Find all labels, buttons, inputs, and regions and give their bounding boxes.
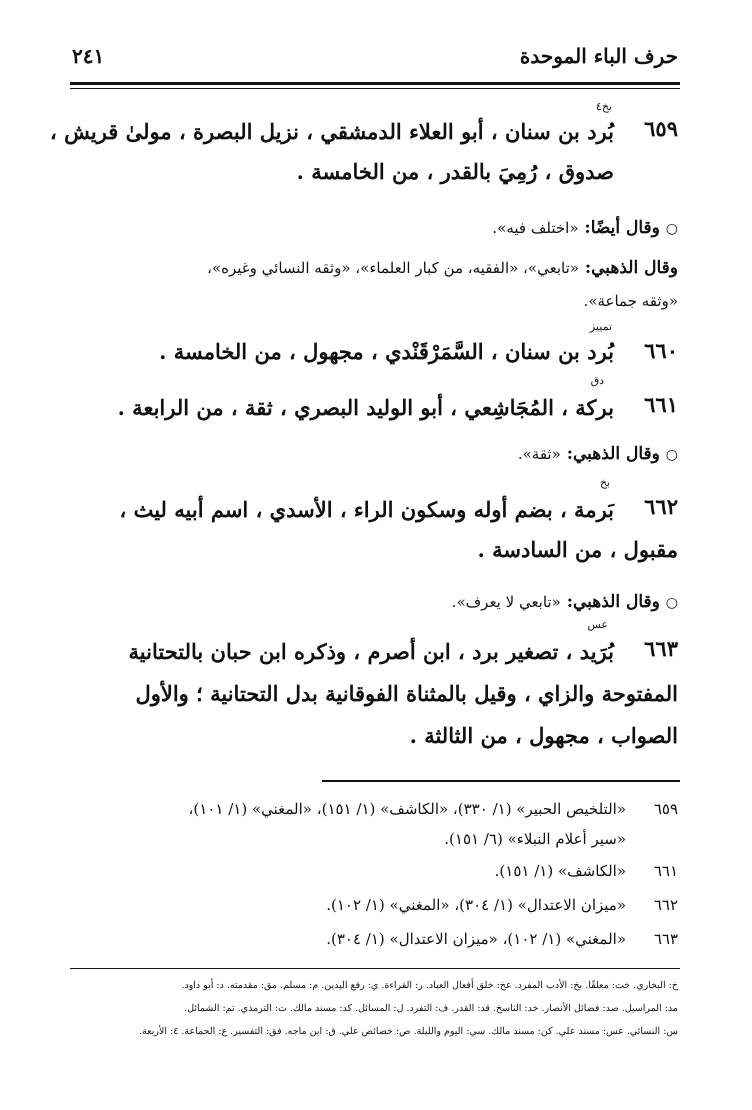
footnote-rule: [322, 780, 680, 782]
entry-line: بُرد بن سنان ، السَّمَرْقَنْدي ، مجهول ، من الخامسة .: [159, 339, 614, 364]
ring-icon: ○: [665, 595, 678, 611]
legend-line: خ: البخاري. خت: معلقًا. بخ: الأدب المفرد. عخ: خلق أفعال العباد. ر: القراءة. ي: رفع اليدين. م: مسلم. مق: مقدمته. د: أبو داود.: [181, 980, 678, 991]
entry-line: بُرَيد ، تصغير برد ، ابن أصرم ، وذكره ابن حبان بالتحتانية: [128, 639, 614, 664]
legend-line: س: النسائي. عس: مسند علي. كن: مسند مالك. سي: اليوم والليلة. ص: خصائص علي. ق: ابن ماجه. فق: التفسير. ع: الجماعة. ٤: الأربعة.: [139, 1026, 678, 1037]
note-label: وقال الذهبي:: [566, 592, 660, 612]
entry-line: بُرد بن سنان ، أبو العلاء الدمشقي ، نزيل البصرة ، مولىٰ قريش ،: [50, 119, 614, 144]
entry-number: ٦٦٢: [644, 494, 678, 519]
note-text: «تابعي لا يعرف».: [451, 593, 561, 611]
header-rule-thin: [70, 88, 680, 89]
entry-line: مقبول ، من السادسة .: [477, 537, 678, 562]
footnote-number: ٦٦١: [653, 862, 678, 880]
entry-number: ٦٦٠: [644, 338, 678, 363]
entry-number: ٦٦١: [644, 392, 678, 417]
note-line: [207, 258, 678, 278]
note-line: [492, 218, 678, 238]
header-rule-thick: [70, 82, 680, 85]
ring-icon: ○: [665, 447, 678, 463]
footnote-line: «الكاشف» (١/ ١٥١).: [494, 862, 626, 880]
footnote-number: ٦٦٢: [653, 896, 678, 914]
note-line: [518, 444, 678, 464]
note-line: [452, 592, 678, 612]
entry-line: الصواب ، مجهول ، من الثالثة .: [409, 723, 678, 748]
entry-line: صدوق ، رُمِيَ بالقدر ، من الخامسة .: [296, 159, 614, 184]
legend-rule: [70, 968, 680, 969]
note-text: «اختلف فيه».: [492, 219, 579, 237]
note-text: «تابعي»، «الفقيه، من كبار العلماء»، «وثقه النسائي وغيره»،: [207, 259, 579, 277]
legend-line: مد: المراسيل. صد: فضائل الأنصار. خد: الناسخ. قد: القدر. ف: التفرد. ل: المسائل. كد: مسند مالك. ت: الترمذي. تم: الشمائل.: [184, 1003, 678, 1014]
footnote-line: «المغني» (١/ ١٠٢)، «ميزان الاعتدال» (١/ ٣٠٤).: [326, 930, 626, 948]
footnote-number: ٦٥٩: [653, 800, 678, 818]
footnote-line: «سير أعلام النبلاء» (٦/ ١٥١).: [444, 830, 626, 848]
entry-number: ٦٦٣: [644, 636, 678, 661]
entry-number: ٦٥٩: [644, 116, 678, 141]
entry-symbols: دق: [590, 374, 604, 387]
note-continuation: «وثقه جماعة».: [583, 292, 678, 310]
entry-line: بركة ، المُجَاشِعي ، أبو الوليد البصري ، ثقة ، من الرابعة .: [117, 395, 614, 420]
footnote-number: ٦٦٣: [653, 930, 678, 948]
entry-symbols: بخ: [599, 476, 610, 489]
footnote-line: «التلخيص الحبير» (١/ ٣٣٠)، «الكاشف» (١/ ١٥١)، «المغني» (١/ ١٠١)،: [188, 800, 626, 818]
note-label: وقال أيضًا:: [584, 218, 660, 238]
entry-line: المفتوحة والزاي ، وقيل بالمثناة الفوقانية بدل التحتانية ؛ والأول: [135, 681, 678, 706]
entry-symbols: تمييز: [589, 320, 612, 333]
footnote-line: «ميزان الاعتدال» (١/ ٣٠٤)، «المغني» (١/ ١٠٢).: [326, 896, 626, 914]
entry-line: بَرمة ، بضم أوله وسكون الراء ، الأسدي ، اسم أبيه ليث ،: [119, 497, 614, 522]
note-label: وقال الذهبي:: [566, 444, 660, 464]
running-title: حرف الباء الموحدة: [519, 44, 678, 68]
ring-icon: ○: [665, 221, 678, 237]
page-number: ٢٤١: [72, 44, 105, 68]
note-text: «ثقة».: [517, 445, 561, 463]
entry-symbols: بخ٤: [595, 100, 612, 113]
note-label: وقال الذهبي:: [584, 258, 678, 278]
entry-symbols: عس: [587, 618, 608, 631]
